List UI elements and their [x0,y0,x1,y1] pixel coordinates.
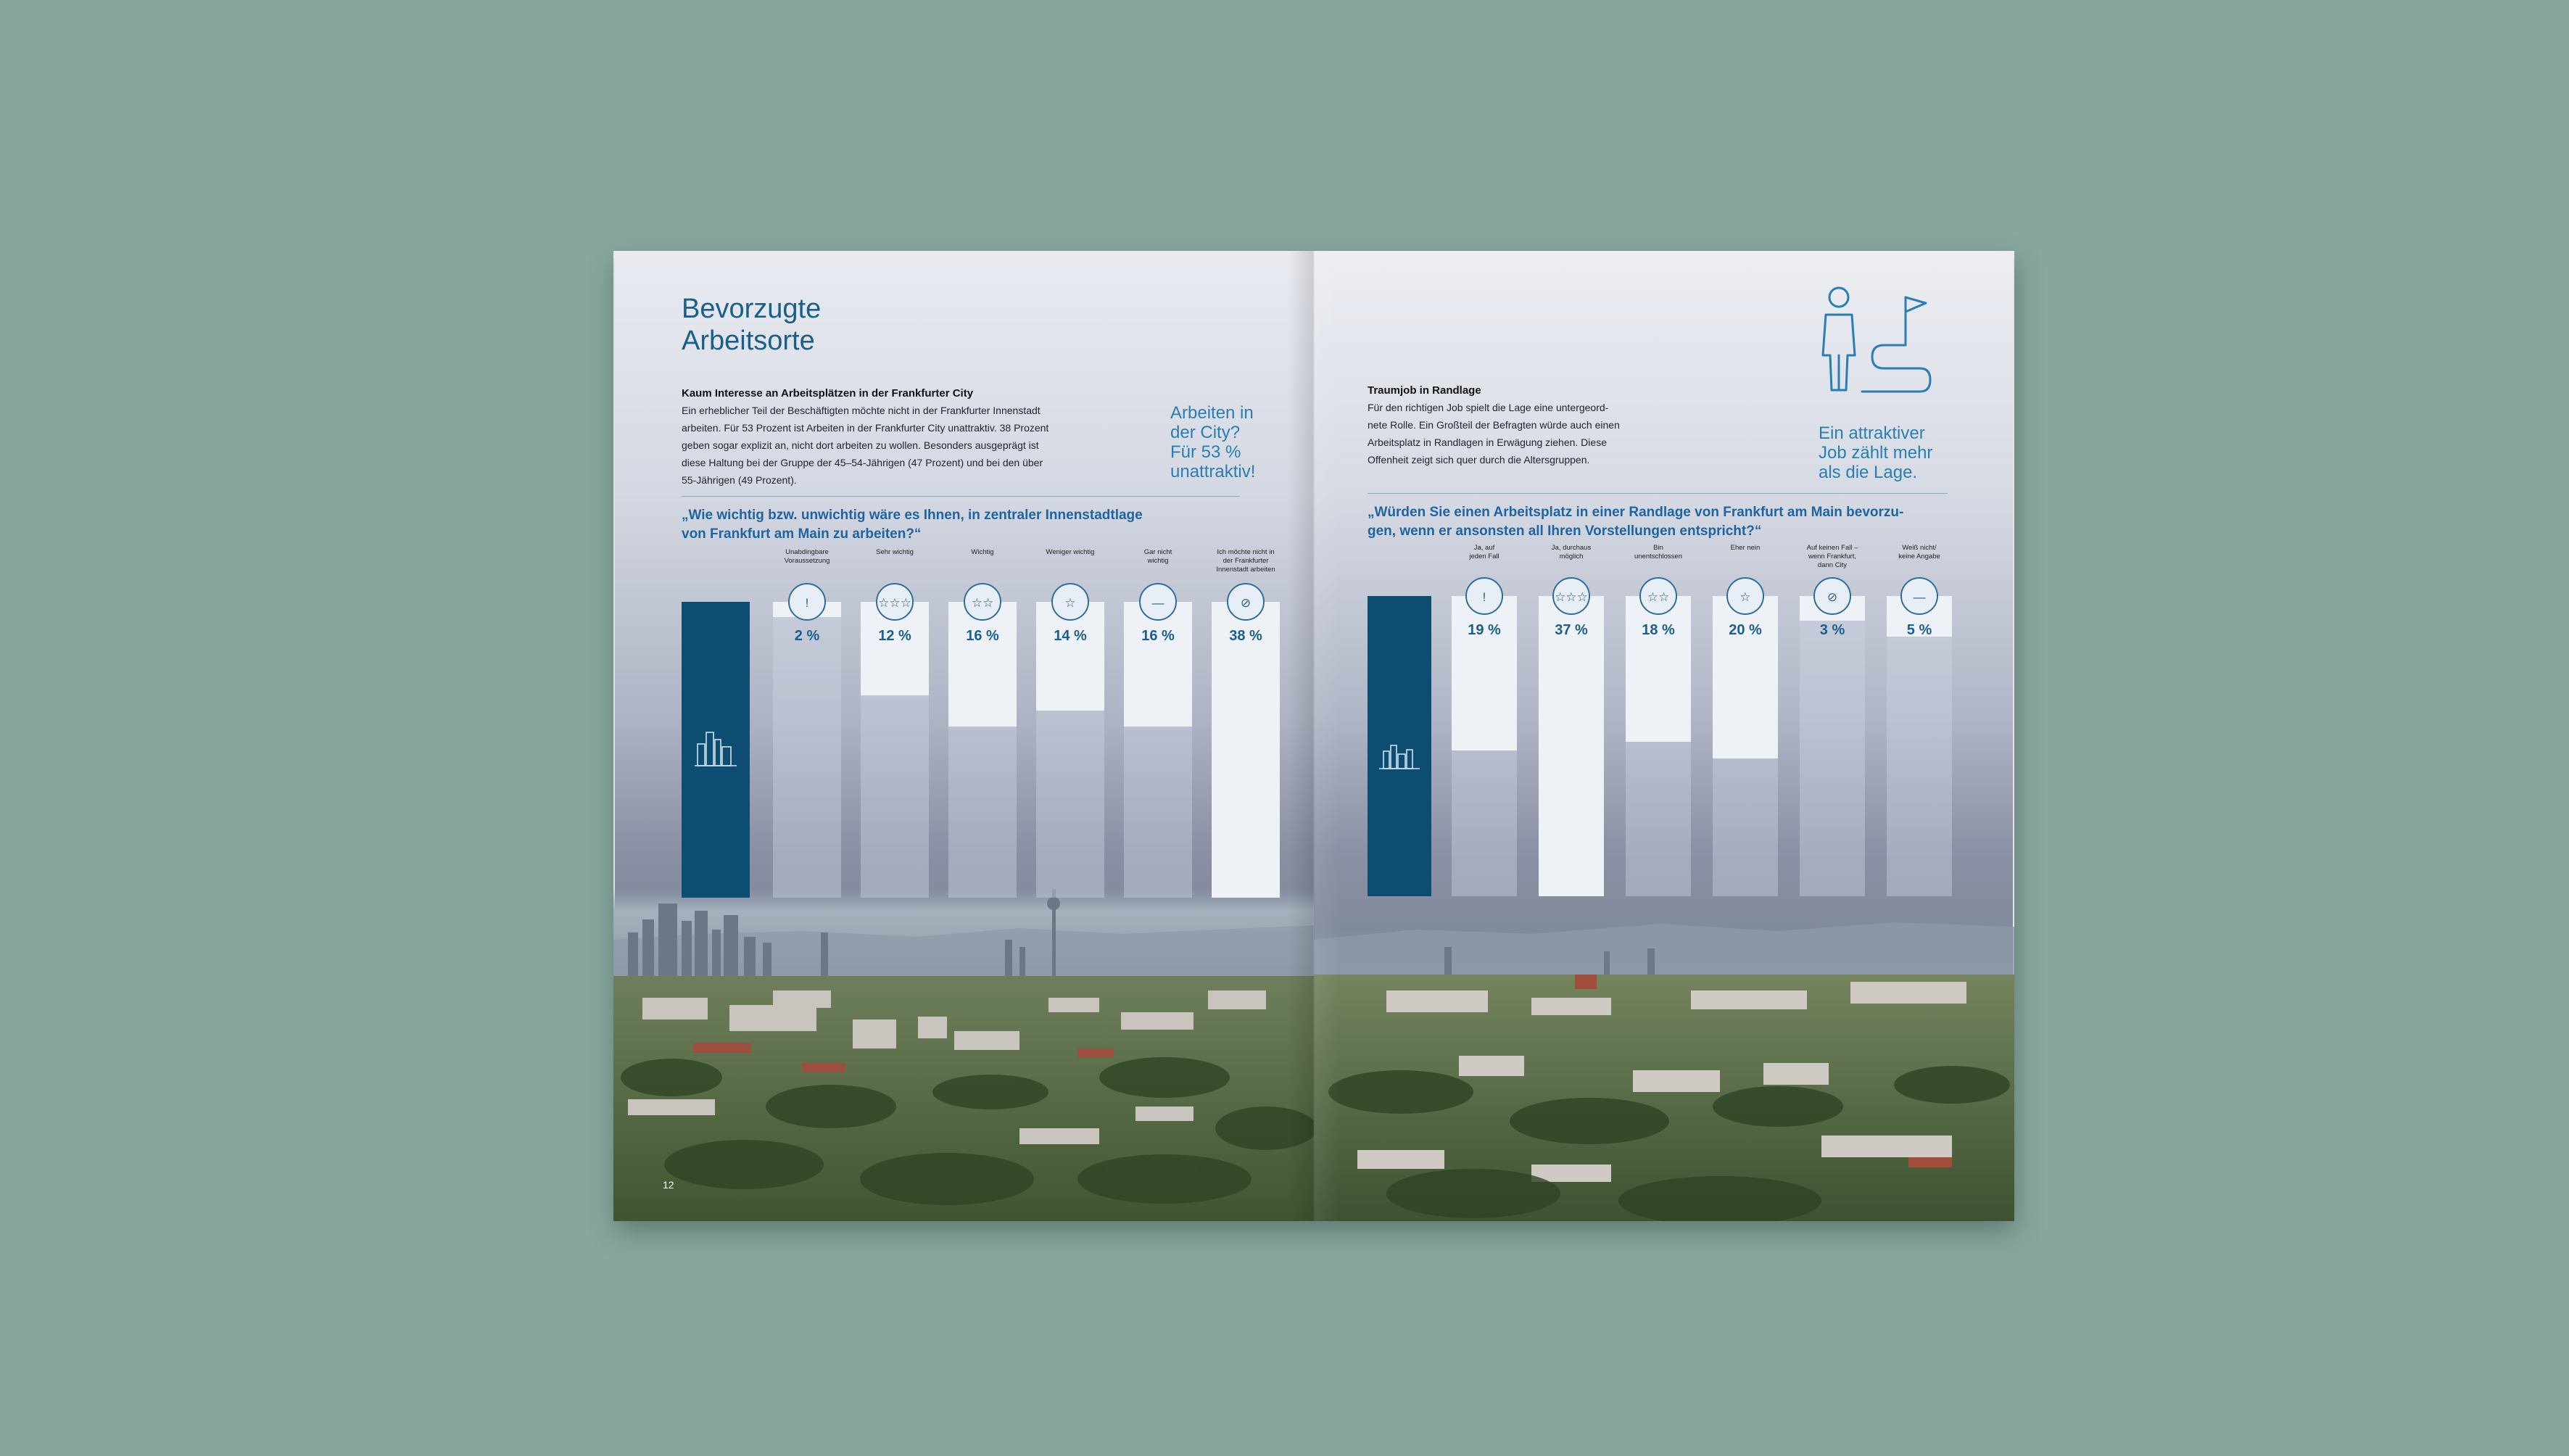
body-line: nete Rolle. Ein Großteil der Befragten würde auch einen [1368,419,1620,431]
category-label-line: Ja, auf [1473,544,1495,552]
page-title-line: Bevorzugte [682,294,822,324]
category-label-line: Innenstadt arbeiten [1216,566,1275,574]
body-line: Ein erheblicher Teil der Beschäftigten möchte nicht in der Frankfurter Innenstadt [682,405,1041,416]
page-number: 12 [663,1179,674,1191]
value-label: 20 % [1729,622,1762,638]
city-outskirts-photo [1314,889,2014,1221]
icon-glyph: ☆☆ [1647,590,1670,604]
pull-quote-line: Ein attraktiver [1819,423,1925,443]
pull-quote-line: unattraktiv! [1170,462,1256,481]
icon-glyph: ! [805,596,809,610]
bar-track [1887,596,1952,896]
skyline-icon-bar [1368,596,1431,896]
value-label: 16 % [966,628,999,644]
two-stars-icon [964,583,1001,621]
question-line: „Würden Sie einen Arbeitsplatz in einer Randlage von Frankfurt am Main bevorzu- [1368,505,1904,520]
right-body-text [1368,399,1687,468]
body-line: Arbeitsplatz in Randlagen in Erwägung ziehen. Diese [1368,437,1607,448]
pull-quote-line: als die Lage. [1819,463,1918,482]
three-stars-icon [876,583,914,621]
category-label-line: wichtig [1147,557,1169,565]
left-body-text [682,402,1131,489]
skyline-icon-bar [682,602,750,898]
icon-glyph: ⊘ [1240,596,1252,610]
pull-quote-line: Job zählt mehr [1819,443,1933,463]
icon-glyph: — [1151,596,1164,610]
icon-glyph: ☆☆ [971,596,994,610]
icon-glyph: ⊘ [1827,590,1838,604]
left-page [613,251,1314,1221]
bar [1212,602,1280,898]
value-label: 18 % [1642,622,1675,638]
bar-track [1800,596,1865,896]
question-line: gen, wenn er ansonsten all Ihren Vorstellungen entspricht?“ [1368,524,1762,539]
pull-quote-line: Für 53 % [1170,442,1241,462]
no-entry-icon [1227,583,1265,621]
right-page [1314,251,2014,1221]
bar [1539,596,1604,896]
icon-glyph: ☆☆☆ [878,596,911,610]
category-label [1026,548,1114,557]
category-label-line: wenn Frankfurt, [1808,553,1856,561]
value-label: 2 % [794,628,820,644]
page-title [682,293,821,357]
exclamation-icon [788,583,826,621]
category-label-line: Bin [1653,544,1663,552]
category-label [1877,544,1962,561]
category-label-line: Weiß nicht/ [1902,544,1937,552]
value-label: 3 % [1819,622,1845,638]
pull-quote-line: Arbeiten in [1170,403,1254,423]
right-pull-quote [1819,423,1932,482]
category-label-line: Sehr wichtig [876,548,914,556]
category-label [1201,548,1290,574]
icon-glyph: ☆☆☆ [1555,590,1588,604]
icon-glyph: — [1913,590,1926,604]
category-label [1114,548,1202,566]
three-stars-icon [1552,577,1590,615]
category-label-line: Unabdingbare [785,548,829,556]
pull-quote-line: der City? [1170,423,1241,442]
question-line: „Wie wichtig bzw. unwichtig wäre es Ihnen, in zentraler Innenstadtlage [682,508,1143,523]
value-label: 19 % [1468,622,1501,638]
city-skyline-icon [682,602,750,898]
category-label-line: Weniger wichtig [1046,548,1095,556]
category-label [1616,544,1701,561]
body-line: 55-Jährigen (49 Prozent). [682,474,797,486]
left-pull-quote [1170,403,1255,481]
value-label: 38 % [1229,628,1262,644]
icon-glyph: ☆ [1064,596,1076,610]
right-subheading: Traumjob in Randlage [1368,384,1481,397]
no-entry-icon [1813,577,1851,615]
category-label-line: Eher nein [1730,544,1761,552]
category-label-line: Ja, durchaus [1551,544,1592,552]
body-line: Offenheit zeigt sich quer durch die Altersgruppen. [1368,454,1590,466]
icon-glyph: ! [1482,590,1486,604]
person-with-flag-icon [1811,283,1949,399]
dash-icon [1139,583,1177,621]
city-skyline-photo [613,889,1314,1221]
one-star-icon [1726,577,1764,615]
body-line: Für den richtigen Job spielt die Lage eine untergeord- [1368,402,1609,413]
open-booklet [613,251,2014,1221]
page-title-line: Arbeitsorte [682,326,815,356]
two-stars-icon [1639,577,1677,615]
category-label-line: möglich [1559,553,1584,561]
value-label: 12 % [878,628,911,644]
bar [1626,596,1691,742]
category-label-line: keine Angabe [1898,553,1940,561]
dash-icon [1900,577,1938,615]
value-label: 37 % [1555,622,1588,638]
exclamation-icon [1465,577,1503,615]
icon-glyph: ☆ [1739,590,1751,604]
divider [682,496,1240,497]
category-label [851,548,939,557]
value-label: 14 % [1054,628,1087,644]
value-label: 16 % [1141,628,1175,644]
category-label [1790,544,1875,570]
category-label-line: unentschlossen [1634,553,1683,561]
city-skyline-icon [1368,596,1431,896]
body-line: geben sogar explizit an, nicht dort arbeiten zu wollen. Besonders ausgeprägt ist [682,439,1039,451]
body-line: diese Haltung bei der Gruppe der 45–54-Jährigen (47 Prozent) und bei den über [682,457,1043,468]
category-label [938,548,1027,557]
category-label-line: jeden Fall [1469,553,1499,561]
category-label-line: dann City [1817,561,1848,569]
bar [1452,596,1517,750]
category-label-line: Wichtig [971,548,994,556]
category-label [1528,544,1614,561]
category-label-line: Auf keinen Fall – [1806,544,1858,552]
left-chart-question [682,506,1143,544]
question-line: von Frankfurt am Main zu arbeiten?“ [682,526,922,542]
category-label-line: Gar nicht [1143,548,1172,556]
category-label [1441,544,1527,561]
category-label-line: Voraussetzung [784,557,830,565]
bar-track [773,602,841,898]
category-label-line: der Frankfurter [1223,557,1269,565]
left-subheading: Kaum Interesse an Arbeitsplätzen in der Frankfurter City [682,387,974,400]
category-label-line: Ich möchte nicht in [1217,548,1275,556]
value-label: 5 % [1906,622,1932,638]
divider [1368,493,1948,494]
category-label [763,548,851,566]
bar [1713,596,1778,758]
one-star-icon [1051,583,1089,621]
category-label [1703,544,1788,553]
right-chart-question [1368,503,1903,541]
body-line: arbeiten. Für 53 Prozent ist Arbeiten in der Frankfurter City unattraktiv. 38 Prozent [682,422,1049,434]
